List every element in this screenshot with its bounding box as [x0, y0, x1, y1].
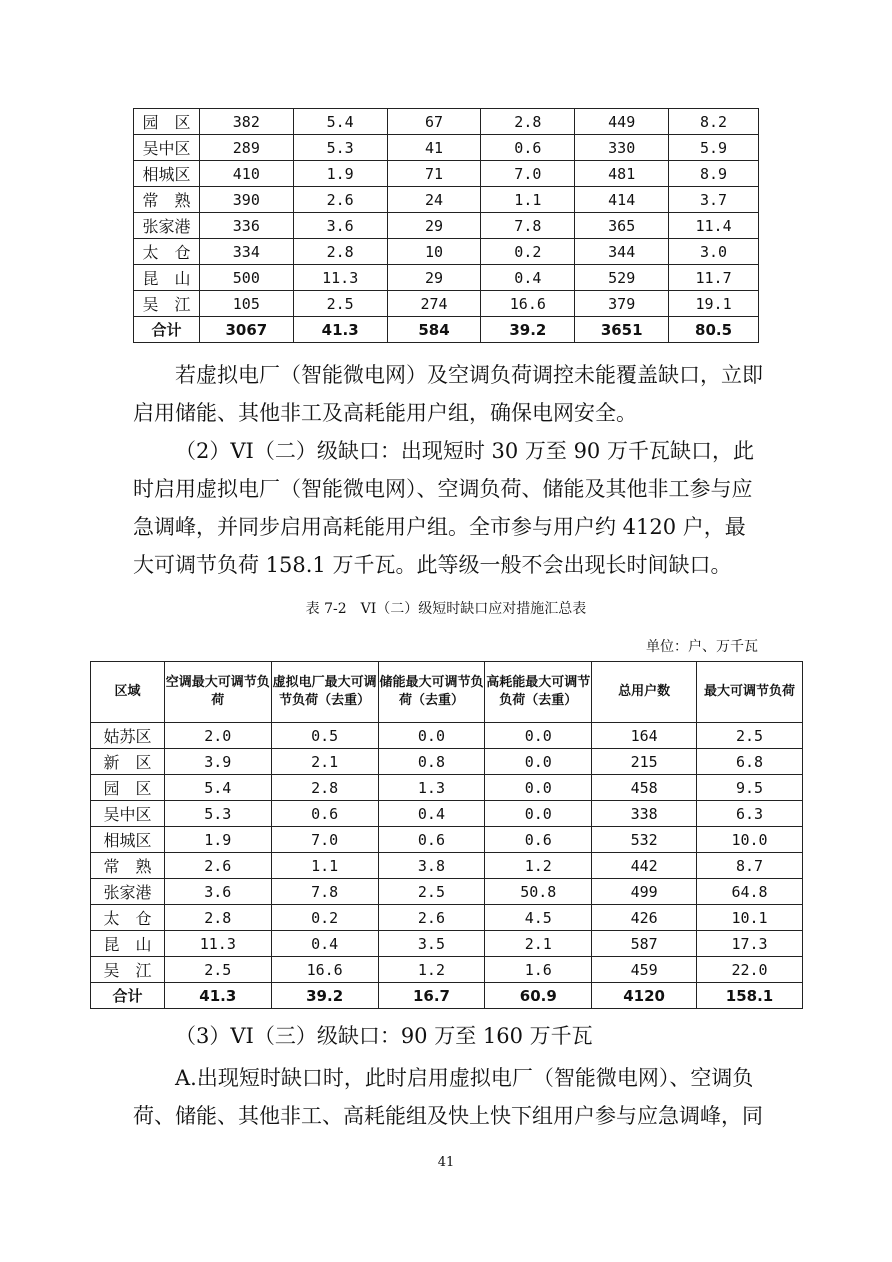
value-cell: 0.4 — [481, 265, 575, 291]
region-cell: 相城区 — [91, 827, 165, 853]
value-cell: 11.4 — [669, 213, 759, 239]
value-cell: 289 — [199, 135, 293, 161]
value-cell: 0.2 — [271, 905, 378, 931]
value-cell: 39.2 — [481, 317, 575, 343]
value-cell: 379 — [575, 291, 669, 317]
table-row — [91, 931, 803, 957]
table-caption: 表 7-2 VI（二）级短时缺口应对措施汇总表 — [305, 601, 587, 617]
value-cell: 2.8 — [164, 905, 271, 931]
table-row — [134, 291, 759, 317]
value-cell: 2.0 — [164, 723, 271, 749]
value-cell: 458 — [592, 775, 697, 801]
region-cell: 太 仓 — [91, 905, 165, 931]
value-cell: 3.8 — [378, 853, 485, 879]
value-cell: 459 — [592, 957, 697, 983]
value-cell: 382 — [199, 109, 293, 135]
value-cell: 41.3 — [164, 983, 271, 1009]
value-cell: 10.0 — [697, 827, 803, 853]
value-cell: 41 — [387, 135, 481, 161]
value-cell: 16.6 — [271, 957, 378, 983]
region-cell: 常 熟 — [134, 187, 200, 213]
value-cell: 5.4 — [293, 109, 387, 135]
value-cell: 2.1 — [271, 749, 378, 775]
value-cell: 449 — [575, 109, 669, 135]
region-cell: 昆 山 — [91, 931, 165, 957]
value-cell: 7.0 — [481, 161, 575, 187]
paragraph-fallback: 若虚拟电厂（智能微电网）及空调负荷调控未能覆盖缺口，立即启用储能、其他非工及高耗能用户组，确保电网安全。 — [133, 363, 763, 425]
value-cell: 17.3 — [697, 931, 803, 957]
column-header: 储能最大可调节负荷（去重） — [378, 662, 485, 723]
value-cell: 0.6 — [485, 827, 592, 853]
value-cell: 10.1 — [697, 905, 803, 931]
value-cell: 1.6 — [485, 957, 592, 983]
value-cell: 2.5 — [697, 723, 803, 749]
value-cell: 365 — [575, 213, 669, 239]
page-number: 41 — [437, 1155, 455, 1170]
value-cell: 16.7 — [378, 983, 485, 1009]
value-cell: 1.9 — [293, 161, 387, 187]
value-cell: 334 — [199, 239, 293, 265]
value-cell: 410 — [199, 161, 293, 187]
table-row — [91, 827, 803, 853]
region-cell: 合计 — [134, 317, 200, 343]
region-cell: 吴 江 — [91, 957, 165, 983]
value-cell: 29 — [387, 213, 481, 239]
region-cell: 吴 江 — [134, 291, 200, 317]
value-cell: 4120 — [592, 983, 697, 1009]
table-row — [134, 239, 759, 265]
table-row — [91, 723, 803, 749]
region-cell: 相城区 — [134, 161, 200, 187]
value-cell: 0.6 — [481, 135, 575, 161]
value-cell: 0.0 — [485, 749, 592, 775]
value-cell: 22.0 — [697, 957, 803, 983]
value-cell: 2.5 — [293, 291, 387, 317]
region-cell: 新 区 — [91, 749, 165, 775]
value-cell: 1.2 — [378, 957, 485, 983]
value-cell: 7.0 — [271, 827, 378, 853]
value-cell: 0.4 — [378, 801, 485, 827]
value-cell: 3651 — [575, 317, 669, 343]
value-cell: 8.7 — [697, 853, 803, 879]
value-cell: 6.3 — [697, 801, 803, 827]
table-row — [91, 879, 803, 905]
value-cell: 11.3 — [293, 265, 387, 291]
table-header-row — [91, 662, 803, 723]
value-cell: 1.1 — [481, 187, 575, 213]
table-row — [91, 775, 803, 801]
value-cell: 5.9 — [669, 135, 759, 161]
region-cell: 常 熟 — [91, 853, 165, 879]
value-cell: 3.6 — [164, 879, 271, 905]
value-cell: 4.5 — [485, 905, 592, 931]
region-cell: 太 仓 — [134, 239, 200, 265]
table-total-row — [91, 983, 803, 1009]
region-cell: 吴中区 — [134, 135, 200, 161]
paragraph-level-vi-2: （2）VI（二）级缺口：出现短时 30 万至 90 万千瓦缺口，此时启用虚拟电厂（智能微电网）、空调负荷、储能及其他非工参与应急调峰，并同步启用高耗能用户组。全市参与用户约 4120 户，最大可调节负荷 158.1 万千瓦。此等级一般不会出现长时间缺口。 — [133, 439, 754, 577]
table-row — [134, 213, 759, 239]
table-row — [91, 853, 803, 879]
value-cell: 3.0 — [669, 239, 759, 265]
region-cell: 姑苏区 — [91, 723, 165, 749]
value-cell: 2.8 — [481, 109, 575, 135]
value-cell: 24 — [387, 187, 481, 213]
value-cell: 344 — [575, 239, 669, 265]
value-cell: 414 — [575, 187, 669, 213]
value-cell: 5.3 — [164, 801, 271, 827]
paragraph-level-vi-3-a: A.出现短时缺口时，此时启用虚拟电厂（智能微电网）、空调负荷、储能、其他非工、高耗能组及快上快下组用户参与应急调峰，同 — [133, 1066, 763, 1128]
table-row — [91, 905, 803, 931]
value-cell: 29 — [387, 265, 481, 291]
value-cell: 0.0 — [485, 723, 592, 749]
value-cell: 338 — [592, 801, 697, 827]
value-cell: 481 — [575, 161, 669, 187]
value-cell: 0.0 — [378, 723, 485, 749]
column-header: 最大可调节负荷 — [697, 662, 803, 723]
value-cell: 0.6 — [271, 801, 378, 827]
value-cell: 11.3 — [164, 931, 271, 957]
region-cell: 园 区 — [91, 775, 165, 801]
value-cell: 0.0 — [485, 801, 592, 827]
value-cell: 529 — [575, 265, 669, 291]
region-cell: 张家港 — [134, 213, 200, 239]
value-cell: 2.1 — [485, 931, 592, 957]
value-cell: 215 — [592, 749, 697, 775]
column-header: 虚拟电厂最大可调节负荷（去重） — [271, 662, 378, 723]
value-cell: 0.5 — [271, 723, 378, 749]
value-cell: 0.0 — [485, 775, 592, 801]
value-cell: 164 — [592, 723, 697, 749]
value-cell: 2.8 — [293, 239, 387, 265]
value-cell: 532 — [592, 827, 697, 853]
value-cell: 330 — [575, 135, 669, 161]
table-row — [134, 187, 759, 213]
value-cell: 7.8 — [271, 879, 378, 905]
value-cell: 1.3 — [378, 775, 485, 801]
table-unit: 单位：户、万千瓦 — [646, 639, 758, 655]
column-header: 区域 — [91, 662, 165, 723]
value-cell: 1.2 — [485, 853, 592, 879]
value-cell: 2.5 — [164, 957, 271, 983]
value-cell: 6.8 — [697, 749, 803, 775]
value-cell: 499 — [592, 879, 697, 905]
value-cell: 8.2 — [669, 109, 759, 135]
value-cell: 0.6 — [378, 827, 485, 853]
value-cell: 426 — [592, 905, 697, 931]
value-cell: 2.6 — [378, 905, 485, 931]
table-7-2 — [90, 661, 803, 1009]
value-cell: 5.3 — [293, 135, 387, 161]
paragraph-level-vi-3: （3）VI（三）级缺口：90 万至 160 万千瓦 — [175, 1024, 593, 1048]
value-cell: 5.4 — [164, 775, 271, 801]
value-cell: 8.9 — [669, 161, 759, 187]
table-row — [134, 161, 759, 187]
value-cell: 10 — [387, 239, 481, 265]
value-cell: 500 — [199, 265, 293, 291]
value-cell: 11.7 — [669, 265, 759, 291]
value-cell: 50.8 — [485, 879, 592, 905]
value-cell: 3.7 — [669, 187, 759, 213]
value-cell: 3.9 — [164, 749, 271, 775]
table-row — [91, 957, 803, 983]
value-cell: 0.8 — [378, 749, 485, 775]
table-total-row — [134, 317, 759, 343]
value-cell: 158.1 — [697, 983, 803, 1009]
region-cell: 园 区 — [134, 109, 200, 135]
value-cell: 442 — [592, 853, 697, 879]
value-cell: 7.8 — [481, 213, 575, 239]
value-cell: 3067 — [199, 317, 293, 343]
value-cell: 2.5 — [378, 879, 485, 905]
value-cell: 3.5 — [378, 931, 485, 957]
table-row — [134, 135, 759, 161]
value-cell: 71 — [387, 161, 481, 187]
value-cell: 336 — [199, 213, 293, 239]
value-cell: 16.6 — [481, 291, 575, 317]
value-cell: 80.5 — [669, 317, 759, 343]
value-cell: 105 — [199, 291, 293, 317]
value-cell: 390 — [199, 187, 293, 213]
table-row — [91, 801, 803, 827]
value-cell: 274 — [387, 291, 481, 317]
value-cell: 19.1 — [669, 291, 759, 317]
value-cell: 67 — [387, 109, 481, 135]
value-cell: 0.4 — [271, 931, 378, 957]
region-cell: 张家港 — [91, 879, 165, 905]
value-cell: 3.6 — [293, 213, 387, 239]
column-header: 高耗能最大可调节负荷（去重） — [485, 662, 592, 723]
value-cell: 39.2 — [271, 983, 378, 1009]
region-cell: 昆 山 — [134, 265, 200, 291]
value-cell: 64.8 — [697, 879, 803, 905]
region-cell: 吴中区 — [91, 801, 165, 827]
value-cell: 60.9 — [485, 983, 592, 1009]
region-cell: 合计 — [91, 983, 165, 1009]
value-cell: 587 — [592, 931, 697, 957]
value-cell: 41.3 — [293, 317, 387, 343]
table-row — [91, 749, 803, 775]
value-cell: 1.1 — [271, 853, 378, 879]
column-header: 空调最大可调节负荷 — [164, 662, 271, 723]
table-7-1-continued — [133, 108, 759, 343]
value-cell: 2.8 — [271, 775, 378, 801]
value-cell: 0.2 — [481, 239, 575, 265]
column-header: 总用户数 — [592, 662, 697, 723]
table-row — [134, 265, 759, 291]
value-cell: 2.6 — [164, 853, 271, 879]
table-row — [134, 109, 759, 135]
value-cell: 2.6 — [293, 187, 387, 213]
value-cell: 1.9 — [164, 827, 271, 853]
value-cell: 9.5 — [697, 775, 803, 801]
value-cell: 584 — [387, 317, 481, 343]
